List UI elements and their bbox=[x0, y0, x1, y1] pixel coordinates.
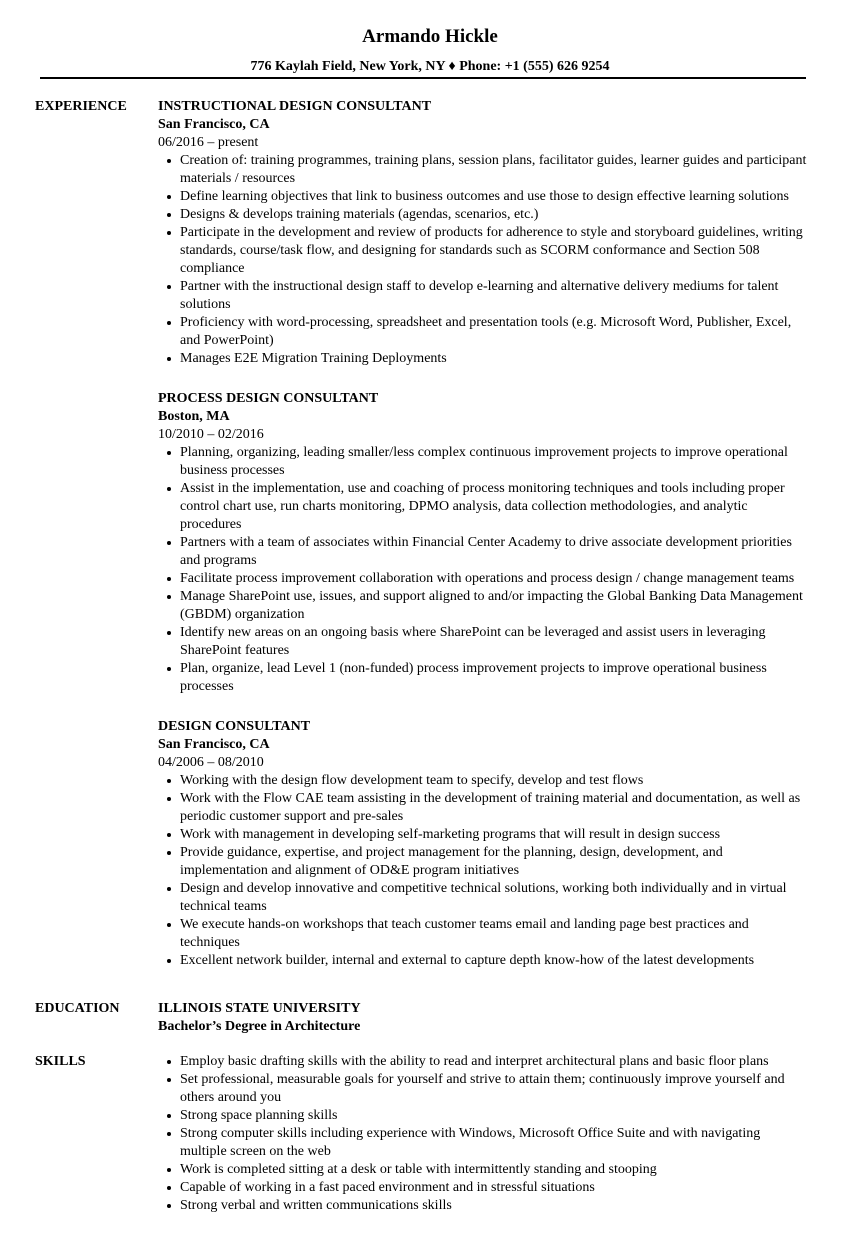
job-entry bbox=[158, 718, 810, 970]
degree: Bachelor’s Degree in Architecture bbox=[158, 1019, 361, 1034]
job-title: INSTRUCTIONAL DESIGN CONSULTANT bbox=[158, 99, 432, 114]
contact-line: 776 Kaylah Field, New York, NY ♦ Phone: +1 (555) 626 9254 bbox=[250, 59, 610, 74]
bullet-item: Define learning objectives that link to business outcomes and use those to design effective learning solutions bbox=[180, 188, 810, 206]
job-dates: 10/2010 – 02/2016 bbox=[158, 427, 264, 442]
section-title-education: EDUCATION bbox=[35, 1001, 120, 1016]
job-title: DESIGN CONSULTANT bbox=[158, 719, 311, 734]
bullet-item: Capable of working in a fast paced environment and in stressful situations bbox=[180, 1179, 810, 1197]
bullet-item: Plan, organize, lead Level 1 (non-funded) process improvement projects to improve operational business processes bbox=[180, 660, 810, 696]
school-name: ILLINOIS STATE UNIVERSITY bbox=[158, 1001, 361, 1016]
bullet-item: Partner with the instructional design staff to develop e-learning and alternative delivery mediums for talent solutions bbox=[180, 278, 810, 314]
bullet-item: Set professional, measurable goals for yourself and strive to attain them; continuously improve yourself and others around you bbox=[180, 1071, 810, 1107]
bullet-item: Work with management in developing self-marketing programs that will result in design success bbox=[180, 826, 810, 844]
job-entry bbox=[158, 98, 810, 368]
bullet-item: Working with the design flow development team to specify, develop and test flows bbox=[180, 772, 810, 790]
bullet-item: Creation of: training programmes, training plans, session plans, facilitator guides, learner guides and participant materials / resources bbox=[180, 152, 810, 188]
education-body bbox=[158, 1000, 810, 1036]
skills-section bbox=[35, 1053, 810, 1215]
bullet-item: Designs & develops training materials (agendas, scenarios, etc.) bbox=[180, 206, 810, 224]
experience-body bbox=[158, 98, 810, 992]
header-divider bbox=[40, 77, 806, 79]
bullet-item: Identify new areas on an ongoing basis where SharePoint can be leveraged and assist users in leveraging SharePoint features bbox=[180, 624, 810, 660]
bullet-item: Manage SharePoint use, issues, and support aligned to and/or impacting the Global Banking Data Management (GBDM) organization bbox=[180, 588, 810, 624]
education-section bbox=[35, 1000, 810, 1036]
skills-bullets bbox=[158, 1053, 810, 1215]
resume-content bbox=[35, 98, 810, 1215]
bullet-item: Strong space planning skills bbox=[180, 1107, 810, 1125]
bullet-item: Provide guidance, expertise, and project management for the planning, design, development, and implementation and alignment of OD&E program initiatives bbox=[180, 844, 810, 880]
bullet-item: Facilitate process improvement collaboration with operations and process design / change management teams bbox=[180, 570, 810, 588]
bullet-item: Work with the Flow CAE team assisting in the development of training material and documentation, as well as periodic customer support and pre-sales bbox=[180, 790, 810, 826]
bullet-item: Design and develop innovative and competitive technical solutions, working both individually and in virtual technical teams bbox=[180, 880, 810, 916]
job-dates: 04/2006 – 08/2010 bbox=[158, 755, 264, 770]
bullet-item: Participate in the development and review of products for adherence to style and storyboard guidelines, writing standards, course/task flow, and designing for standards such as SCORM conformance and Section 508 compliance bbox=[180, 224, 810, 278]
job-dates: 06/2016 – present bbox=[158, 135, 259, 150]
bullet-item: Work is completed sitting at a desk or table with intermittently standing and stooping bbox=[180, 1161, 810, 1179]
bullet-item: We execute hands-on workshops that teach customer teams email and landing page best practices and techniques bbox=[180, 916, 810, 952]
skills-body bbox=[158, 1053, 810, 1215]
bullet-item: Strong verbal and written communications skills bbox=[180, 1197, 810, 1215]
job-entry bbox=[158, 390, 810, 696]
bullet-item: Partners with a team of associates within Financial Center Academy to drive associate development priorities and programs bbox=[180, 534, 810, 570]
bullet-item: Proficiency with word-processing, spreadsheet and presentation tools (e.g. Microsoft Word, Publisher, Excel, and PowerPoint) bbox=[180, 314, 810, 350]
section-title-skills: SKILLS bbox=[35, 1054, 86, 1069]
section-title-experience: EXPERIENCE bbox=[35, 99, 127, 114]
bullet-item: Employ basic drafting skills with the ability to read and interpret architectural plans and basic floor plans bbox=[180, 1053, 810, 1071]
candidate-name: Armando Hickle bbox=[362, 26, 498, 47]
job-location: San Francisco, CA bbox=[158, 737, 270, 752]
job-bullets bbox=[158, 772, 810, 970]
job-location: Boston, MA bbox=[158, 409, 230, 424]
bullet-item: Assist in the implementation, use and coaching of process monitoring techniques and tools including proper control chart use, run charts monitoring, DPMO analysis, data collection methodologies, and analytic procedures bbox=[180, 480, 810, 534]
bullet-item: Strong computer skills including experience with Windows, Microsoft Office Suite and with navigating multiple screen on the web bbox=[180, 1125, 810, 1161]
bullet-item: Excellent network builder, internal and external to capture depth know-how of the latest developments bbox=[180, 952, 810, 970]
bullet-item: Manages E2E Migration Training Deployments bbox=[180, 350, 810, 368]
job-title: PROCESS DESIGN CONSULTANT bbox=[158, 391, 379, 406]
job-bullets bbox=[158, 444, 810, 696]
experience-section bbox=[35, 98, 810, 992]
bullet-item: Planning, organizing, leading smaller/less complex continuous improvement projects to improve operational business processes bbox=[180, 444, 810, 480]
job-bullets bbox=[158, 152, 810, 368]
job-location: San Francisco, CA bbox=[158, 117, 270, 132]
